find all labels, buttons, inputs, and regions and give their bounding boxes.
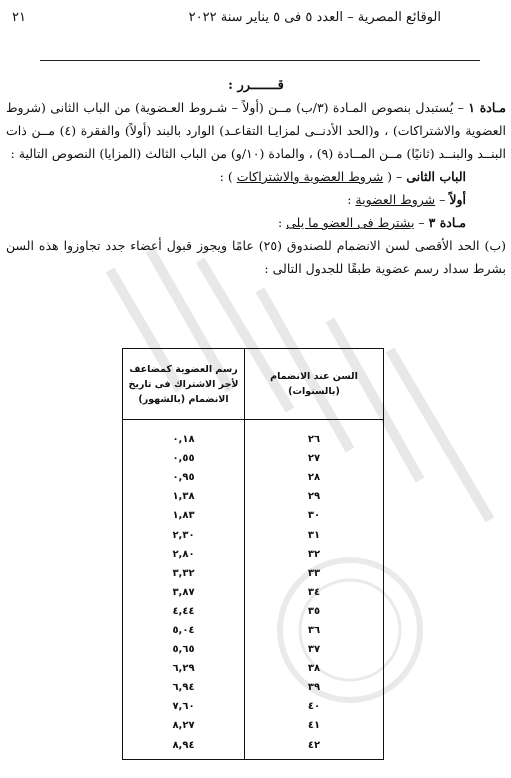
table-row	[123, 420, 384, 450]
age-cell: ٢٦	[245, 420, 384, 450]
article-1-label: مـادة ١	[468, 100, 506, 115]
fee-cell: ٧,٦٠	[123, 697, 245, 716]
header-divider	[40, 60, 480, 61]
gazette-title: الوقائع المصرية – العدد ٥ فى ٥ يناير سنة ٢٠٢٢	[188, 10, 441, 25]
age-cell: ٣٤	[245, 583, 384, 602]
chapter-line: الباب الثانى – ( شروط العضوية والاشتراكات ) :	[219, 169, 466, 184]
fee-cell: ٣,٣٢	[123, 564, 245, 583]
page-number: ٢١	[12, 10, 26, 25]
table-row	[123, 545, 384, 564]
fee-cell: ٥,٦٥	[123, 640, 245, 659]
table-row	[123, 564, 384, 583]
table-row	[123, 678, 384, 697]
first-line: أولاً – شروط العضوية :	[347, 192, 466, 207]
fee-cell: ٦,٩٤	[123, 678, 245, 697]
age-cell: ٤٢	[245, 736, 384, 760]
age-cell: ٤١	[245, 716, 384, 735]
fee-cell: ٦,٢٩	[123, 659, 245, 678]
age-cell: ٣٨	[245, 659, 384, 678]
age-cell: ٣٠	[245, 506, 384, 525]
fee-cell: ١,٨٣	[123, 506, 245, 525]
age-cell: ٤٠	[245, 697, 384, 716]
document-body	[6, 74, 506, 280]
col-age-header: السن عند الانضمام (بالسنوات)	[245, 349, 384, 420]
table-row	[123, 736, 384, 760]
age-cell: ٣٣	[245, 564, 384, 583]
age-cell: ٣١	[245, 525, 384, 544]
fee-cell: ١,٣٨	[123, 487, 245, 506]
fee-cell: ٠,١٨	[123, 420, 245, 450]
age-cell: ٣٢	[245, 545, 384, 564]
table-row	[123, 487, 384, 506]
fee-cell: ٥,٠٤	[123, 621, 245, 640]
age-cell: ٣٩	[245, 678, 384, 697]
article-3-label: مـادة ٣	[428, 215, 466, 230]
table-row	[123, 659, 384, 678]
table-row	[123, 449, 384, 468]
chapter-label: الباب الثانى	[406, 169, 466, 184]
fee-cell: ٢,٣٠	[123, 525, 245, 544]
table-body	[123, 420, 384, 760]
table-row	[123, 525, 384, 544]
fee-cell: ٨,٢٧	[123, 716, 245, 735]
table-row	[123, 640, 384, 659]
fee-cell: ٠,٩٥	[123, 468, 245, 487]
age-cell: ٢٩	[245, 487, 384, 506]
first-label: أولاً	[449, 192, 466, 207]
clause-b: (ب) الحد الأقصى لسن الانضمام للصندوق (٢٥) عامًا ويجوز قبول أعضاء جدد تجاوزوا هذه السن بشرط سداد رسم عضوية طبقًا للجدول التالى :	[6, 238, 507, 276]
age-cell: ٢٨	[245, 468, 384, 487]
col-fee-header: رسم العضوية كمضاعف لأجر الاشتراك فى تاريخ الانضمام (بالشهور)	[123, 349, 245, 420]
decision-heading: قـــــــرر :	[228, 78, 284, 93]
table-row	[123, 621, 384, 640]
table-row	[123, 506, 384, 525]
table-row	[123, 602, 384, 621]
age-cell: ٣٥	[245, 602, 384, 621]
table-row	[123, 716, 384, 735]
fee-cell: ٣,٨٧	[123, 583, 245, 602]
age-cell: ٣٦	[245, 621, 384, 640]
membership-fee-table-wrap	[122, 348, 384, 760]
fee-cell: ٠,٥٥	[123, 449, 245, 468]
table-row	[123, 468, 384, 487]
article-1	[6, 96, 506, 165]
first-text: شروط العضوية	[355, 192, 436, 207]
article-1-text: – يُستبدل بنصوص المـادة (٣/ب) مــن (أولاً – شـروط العـضوية) من الباب الثانى (شروط العضوية والاشتراكات) ، و(الحد الأدنــى لمزايـا التقاعـد) الوارد بالبند (أولاً) والفقرة (٤) مــن ذات البنــد والبنــد (ثانيًا) مــن المــادة (٩) ، والمادة (١٠/و) من الباب الثالث (المزايا) النصوص التالية :	[6, 100, 506, 161]
fee-cell: ٢,٨٠	[123, 545, 245, 564]
age-cell: ٣٧	[245, 640, 384, 659]
age-cell: ٢٧	[245, 449, 384, 468]
article-3-line: مـادة ٣ – يشترط فى العضو ما يلى :	[277, 215, 466, 230]
table-row	[123, 583, 384, 602]
table-row	[123, 697, 384, 716]
fee-cell: ٨,٩٤	[123, 736, 245, 760]
page-header	[0, 8, 511, 38]
membership-fee-table	[122, 348, 384, 760]
article-3-text: يشترط فى العضو ما يلى	[286, 215, 415, 230]
fee-cell: ٤,٤٤	[123, 602, 245, 621]
chapter-text: شروط العضوية والاشتراكات	[236, 169, 384, 184]
